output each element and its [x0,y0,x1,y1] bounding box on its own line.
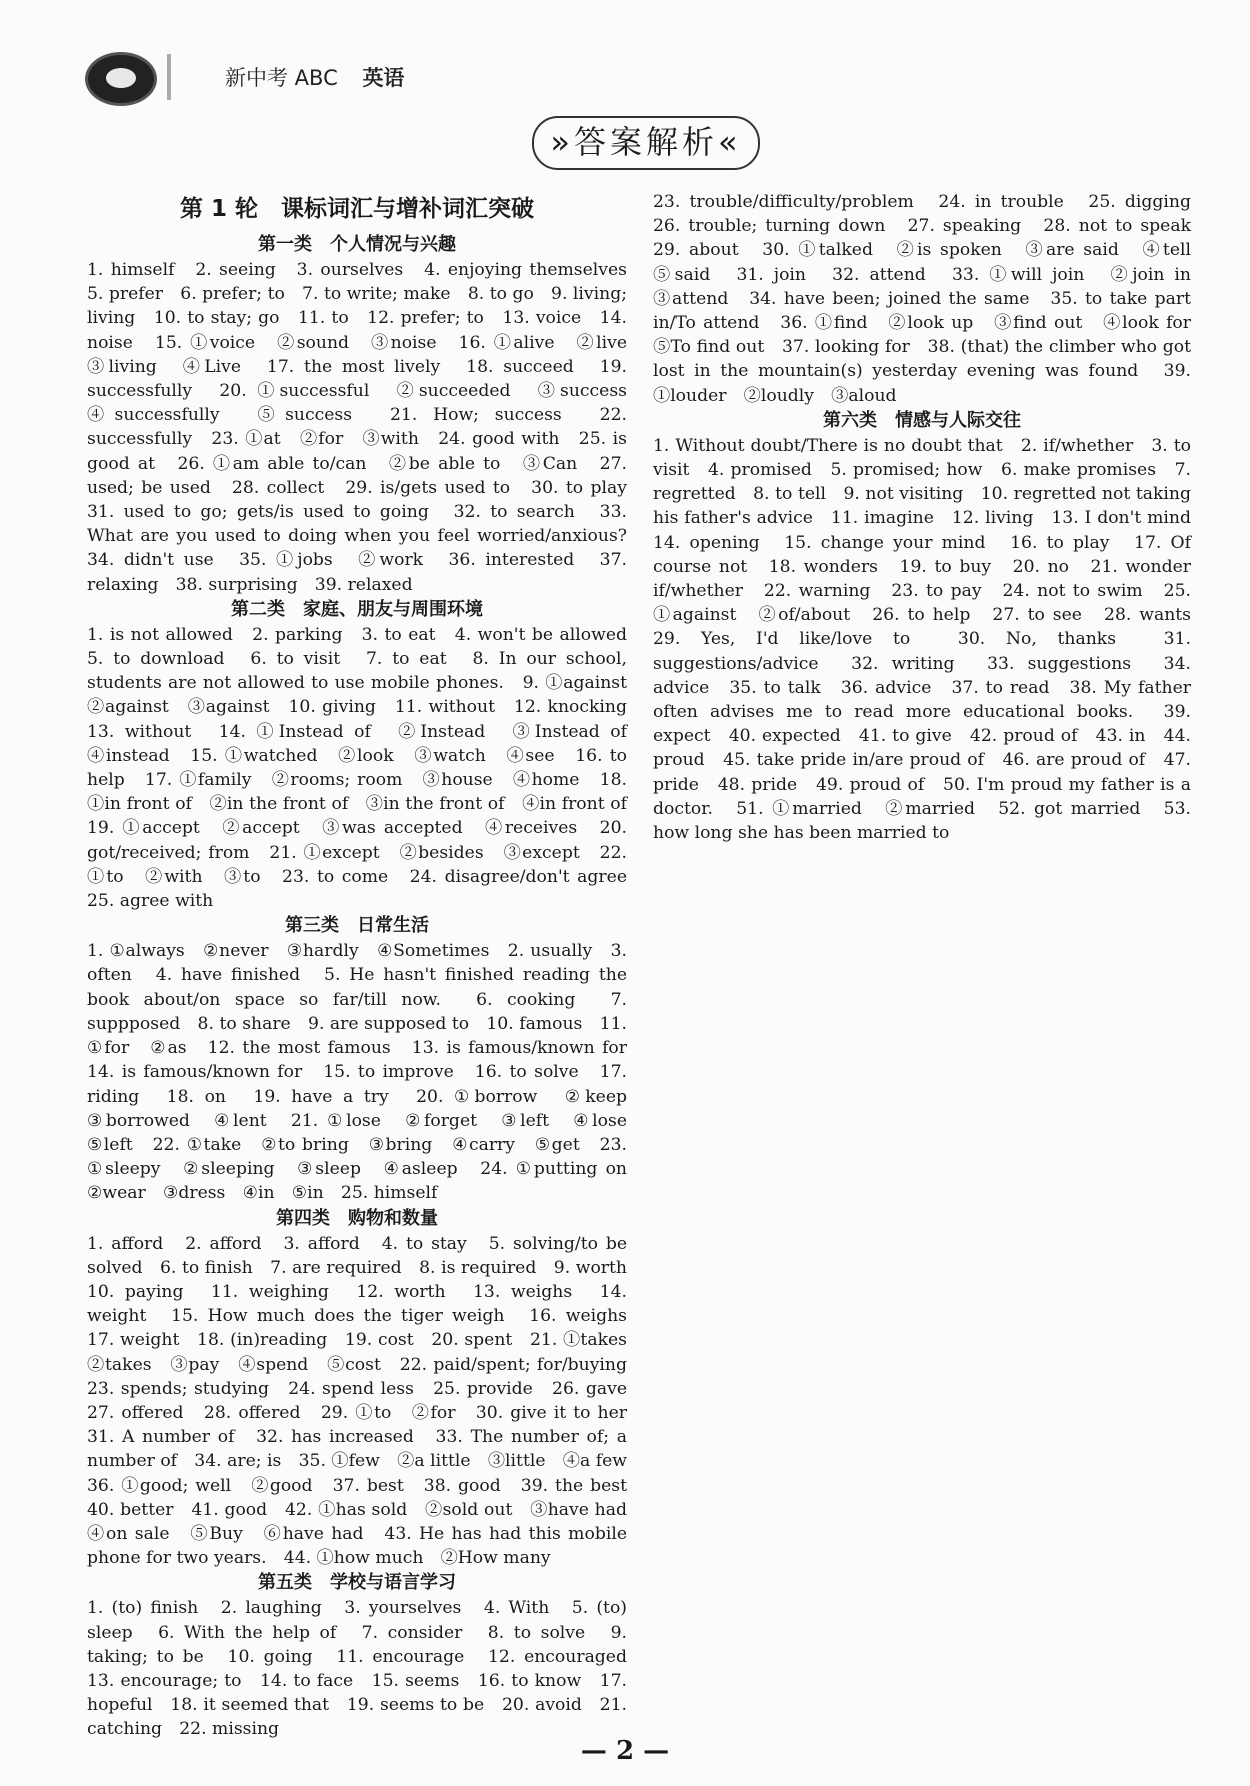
section-answers: 1. Without doubt/There is no doubt that 2. if/whether 3. to visit 4. promised 5. promised; how 6. make promises 7. regretted 8. to tell 9. not visiting 10. regretted not taking his father's advice 11. imagine 12. living 13. I don't mind 14. opening 15. change your mind 16. to play 17. Of course not 18. wonders 19. to buy 20. no 21. wonder if/whether 22. warning 23. to pay 24. not to swim 25. ①against ②of/about 26. to help 27. to see 28. wants 29. Yes, I'd like/love to 30. No, thanks 31. suggestions/advice 32. writing 33. suggestions 34. advice 35. to talk 36. advice 37. to read 38. My father often advises me to read more educational books. 39. expect 40. expected 41. to give 42. proud of 43. in 44. proud 45. take pride in/are proud of 46. are proud of 47. pride 48. pride 49. proud of 50. I'm proud my father is a doctor. 51. ①married ②married 52. got married 53. how long she has been married to [653,435,1209,844]
section-title: 第六类 情感与人际交往 [823,409,1021,431]
section-answers: 1. ①always ②never ③hardly ④Sometimes 2. usually 3. often 4. have finished 5. He hasn't finished reading the book about/on space so far/till now. 6. cooking 7. suppposed 8. to share 9. are supposed to 10. famous 11. ①for ②as 12. the most famous 13. is famous/known for 14. is famous/known for 15. to improve 16. to solve 17. riding 18. on 19. have a try 20. ①borrow ②keep ③borrowed ④lent 21. ①lose ②forget ③left ④lose ⑤left 22. ①take ②to bring ③bring ④carry ⑤get 23. ①sleepy ②sleeping ③sleep ④asleep 24. ①putting on ②wear ③dress ④in ⑤in 25. himself [87,941,645,1204]
section-answers: 1. himself 2. seeing 3. ourselves 4. enjoying themselves 5. prefer 6. prefer; to 7. to write; make 8. to go 9. living; living 10. to stay; go 11. to 12. prefer; to 13. voice 14. noise 15. ①voice ②sound ③noise 16. ①alive ②live ③living ④Live 17. the most lively 18. succeed 19. successfully 20. ①successful ②succeeded ③success ④successfully ⑤success 21. How; success 22. successfully 23. ①at ②for ③with 24. good with 25. is good at 26. ①am able to/can ②be able to ③Can 27. used; be used 28. collect 29. is/gets used to 30. to play 31. used to go; gets/is used to going 32. to search 33. What are you used to doing when you feel worried/anxious? 34. didn't use 35. ①jobs ②work 36. interested 37. relaxing 38. surprising 39. relaxed [87,260,645,595]
section-title: 第五类 学校与语言学习 [258,1572,456,1594]
left-column [87,190,645,1742]
section-title: 第二类 家庭、朋友与周围环境 [231,598,483,620]
page-number: — 2 — [580,1736,670,1766]
section-answers: 1. (to) finish 2. laughing 3. yourselves 4. With 5. (to) sleep 6. With the help of 7. consider 8. to solve 9. taking; to be 10. going 11. encourage 12. encouraged 13. encourage; to 14. to face 15. seems 16. to know 17. hopeful 18. it seemed that 19. seems to be 20. avoid 21. catching 22. missing [87,1598,645,1740]
header-divider [167,54,171,100]
header-title [225,62,404,92]
section-answers: 23. trouble/difficulty/problem 24. in trouble 25. digging 26. trouble; turning down 27. speaking 28. not to speak 29. about 30. ①talked ②is spoken ③are said ④tell ⑤said 31. join 32. attend 33. ①will join ②join in ③attend 34. have been; joined the same 35. to take part in/To attend 36. ①find ②look up ③find out ④look for ⑤To find out 37. looking for 38. (that) the climber who got lost in the mountain(s) yesterday evening was found 39. ①louder ②loudly ③aloud [653,192,1209,406]
book-title: 新中考 ABC [225,66,338,90]
section-title: 第四类 购物和数量 [276,1207,438,1229]
page-header [85,48,1205,108]
section-answers: 1. afford 2. afford 3. afford 4. to stay 5. solving/to be solved 6. to finish 7. are required 8. is required 9. worth 10. paying 11. weighing 12. worth 13. weighs 14. weight 15. How much does the tiger weigh 16. weighs 17. weight 18. (in)reading 19. cost 20. spent 21. ①takes ②takes ③pay ④spend ⑤cost 22. paid/spent; for/buying 23. spends; studying 24. spend less 25. provide 26. gave 27. offered 28. offered 29. ①to ②for 30. give it to her 31. A number of 32. has increased 33. The number of; a number of 34. are; is 35. ①few ②a little ③little ④a few 36. ①good; well ②good 37. best 38. good 39. the best 40. better 41. good 42. ①has sold ②sold out ③have had ④on sale ⑤Buy ⑥have had 43. He has had this mobile phone for two years. 44. ①how much ②How many [87,1233,645,1569]
section-title: 第一类 个人情况与兴趣 [258,234,456,255]
publisher-logo-icon [85,52,157,106]
section-answers: 1. is not allowed 2. parking 3. to eat 4. won't be allowed 5. to download 6. to visit 7. to eat 8. In our school, students are not allowed to use mobile phones. 9. ①against ②against ③against 10. giving 11. without 12. knocking 13. without 14. ①Instead of ②Instead ③Instead of ④instead 15. ①watched ②look ③watch ④see 16. to help 17. ①family ②rooms; room ③house ④home 18. ①in front of ②in the front of ③in the front of ④in front of 19. ①accept ②accept ③was accepted ④receives 20. got/received; from 21. ①except ②besides ③except 22. ①to ②with ③to 23. to come 24. disagree/don't agree 25. agree with [87,624,645,912]
subject-label: 英语 [362,66,405,90]
answer-analysis-banner: »答案解析« [532,116,760,170]
unit-title: 第 1 轮 课标词汇与增补词汇突破 [179,196,535,222]
section-title: 第三类 日常生活 [285,915,429,937]
right-column [653,190,1209,845]
